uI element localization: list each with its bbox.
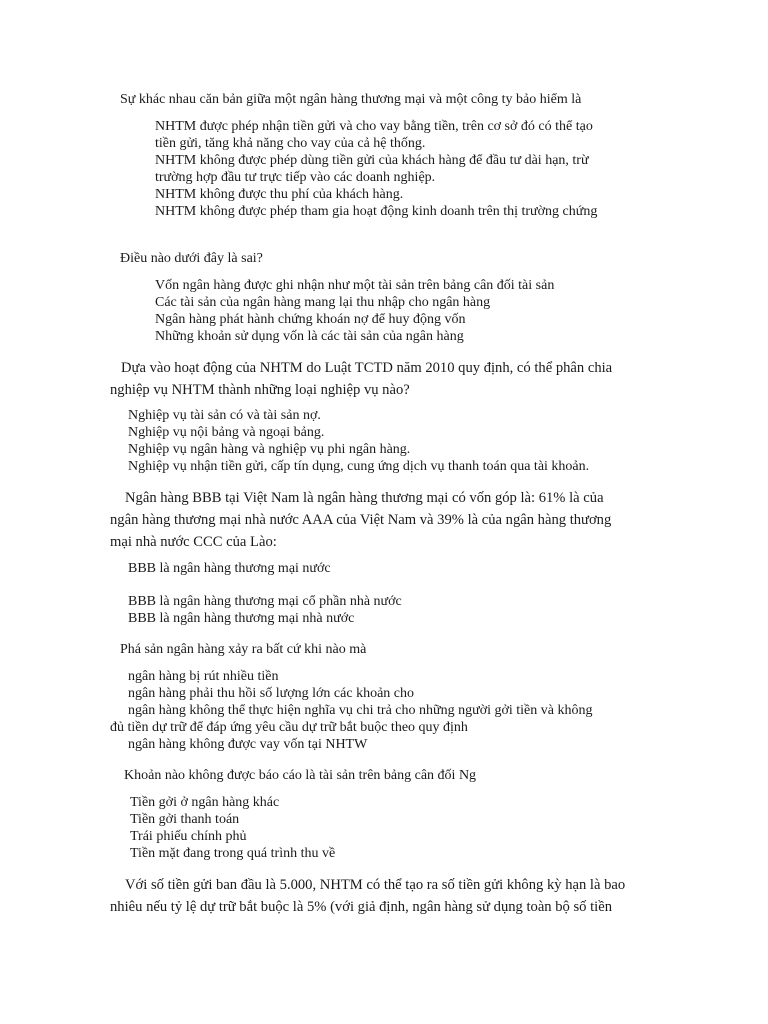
q1-option-2-line-2: trường hợp đầu tư trực tiếp vào các doanh nghiệp. xyxy=(155,170,436,185)
question-4-line-3: mại nhà nước CCC của Lào: xyxy=(110,534,277,550)
q6-option-2: Tiền gởi thanh toán xyxy=(130,812,240,827)
question-1-text: Sự khác nhau căn bản giữa một ngân hàng thương mại và một công ty bảo hiểm là xyxy=(120,92,582,107)
q2-option-4: Những khoản sử dụng vốn là các tài sản của ngân hàng xyxy=(155,329,464,344)
question-5-text: Phá sản ngân hàng xảy ra bất cứ khi nào mà xyxy=(120,642,367,657)
q1-option-2-line-1: NHTM không được phép dùng tiền gửi của khách hàng để đầu tư dài hạn, trừ xyxy=(155,153,589,168)
q1-option-3: NHTM không được thu phí của khách hàng. xyxy=(155,187,404,202)
question-4-line-1: Ngân hàng BBB tại Việt Nam là ngân hàng thương mại có vốn góp là: 61% là của xyxy=(125,490,604,506)
q1-option-4: NHTM không được phép tham gia hoạt động kinh doanh trên thị trường chứng xyxy=(155,204,598,219)
question-7-line-2: nhiêu nếu tỷ lệ dự trữ bắt buộc là 5% (với giả định, ngân hàng sử dụng toàn bộ số tiền xyxy=(110,899,613,915)
question-4-line-2: ngân hàng thương mại nhà nước AAA của Việt Nam và 39% là của ngân hàng thương xyxy=(110,512,612,528)
question-7-line-1: Với số tiền gửi ban đầu là 5.000, NHTM có thể tạo ra số tiền gửi không kỳ hạn là bao xyxy=(125,877,626,893)
q3-option-4: Nghiệp vụ nhận tiền gửi, cấp tín dụng, cung ứng dịch vụ thanh toán qua tài khoản. xyxy=(128,459,590,474)
q3-option-1: Nghiệp vụ tài sản có và tài sản nợ. xyxy=(128,408,321,423)
q5-option-2: ngân hàng phải thu hồi số lượng lớn các khoản cho xyxy=(128,686,415,701)
q2-option-2: Các tài sản của ngân hàng mang lại thu nhập cho ngân hàng xyxy=(155,295,491,310)
q5-option-4: ngân hàng không được vay vốn tại NHTW xyxy=(128,737,368,752)
q6-option-4: Tiền mặt đang trong quá trình thu về xyxy=(130,846,336,861)
q1-option-1-line-2: tiền gửi, tăng khả năng cho vay của cả hệ thống. xyxy=(155,136,426,151)
q3-option-2: Nghiệp vụ nội bảng và ngoại bảng. xyxy=(128,425,325,440)
q2-option-1: Vốn ngân hàng được ghi nhận như một tài sản trên bảng cân đối tài sản xyxy=(155,278,555,293)
question-2-text: Điều nào dưới đây là sai? xyxy=(120,251,263,266)
q1-option-1-line-1: NHTM được phép nhận tiền gửi và cho vay bằng tiền, trên cơ sở đó có thể tạo xyxy=(155,119,593,134)
question-3-line-2: nghiệp vụ NHTM thành những loại nghiệp vụ nào? xyxy=(110,382,410,398)
q5-option-1: ngân hàng bị rút nhiều tiền xyxy=(128,669,279,684)
q4-option-3: BBB là ngân hàng thương mại nhà nước xyxy=(128,611,355,626)
q4-option-1: BBB là ngân hàng thương mại nước xyxy=(128,561,331,576)
q6-option-1: Tiền gởi ở ngân hàng khác xyxy=(130,795,280,810)
q4-option-2: BBB là ngân hàng thương mại cổ phần nhà nước xyxy=(128,594,402,609)
q2-option-3: Ngân hàng phát hành chứng khoán nợ để huy động vốn xyxy=(155,312,466,327)
question-6-text: Khoản nào không được báo cáo là tài sản trên bảng cân đối Ng xyxy=(124,768,477,783)
question-3-line-1: Dựa vào hoạt động của NHTM do Luật TCTD năm 2010 quy định, có thể phân chia xyxy=(121,360,613,376)
q5-option-3-line-2: đủ tiền dự trữ để đáp ứng yêu cầu dự trữ bắt buộc theo quy định xyxy=(110,720,468,735)
q6-option-3: Trái phiếu chính phủ xyxy=(130,829,247,844)
q5-option-3-line-1: ngân hàng không thể thực hiện nghĩa vụ chi trả cho những người gởi tiền và không xyxy=(128,703,593,718)
q3-option-3: Nghiệp vụ ngân hàng và nghiệp vụ phi ngân hàng. xyxy=(128,442,411,457)
